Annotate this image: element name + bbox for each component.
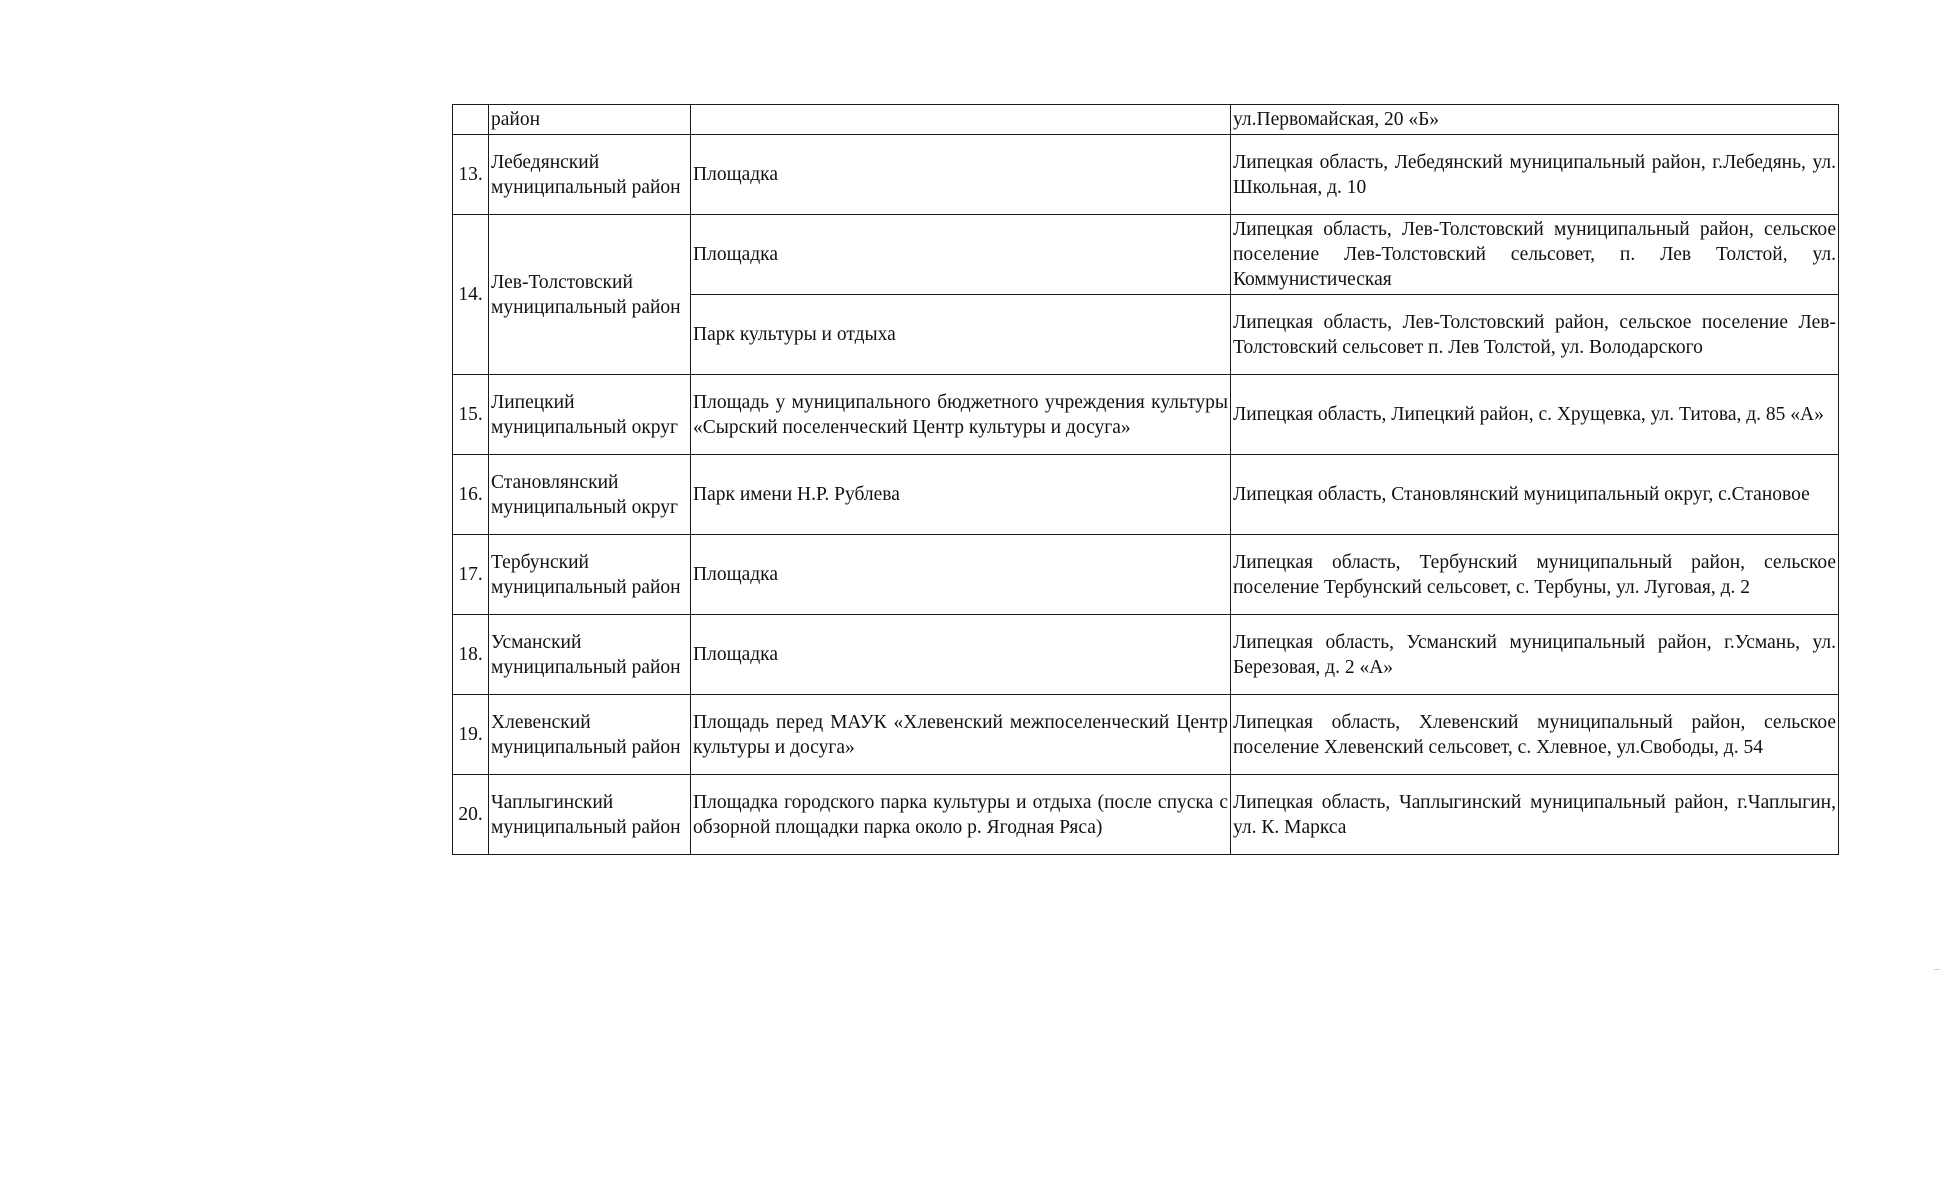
- object-cell: Площадка: [691, 215, 1231, 295]
- row-number: 18.: [453, 615, 489, 695]
- municipality-cell: Становлянский муниципальный округ: [489, 455, 691, 535]
- address-cell: Липецкая область, Липецкий район, с. Хрущевка, ул. Титова, д. 85 «А»: [1231, 375, 1839, 455]
- municipality-cell: Хлевенский муниципальный район: [489, 695, 691, 775]
- table-row: [453, 135, 1839, 215]
- row-number: 13.: [453, 135, 489, 215]
- address-cell: Липецкая область, Усманский муниципальный район, г.Усмань, ул. Березовая, д. 2 «А»: [1231, 615, 1839, 695]
- object-cell: Площадь перед МАУК «Хлевенский межпоселенческий Центр культуры и досуга»: [691, 695, 1231, 775]
- scan-speck: [1934, 969, 1940, 970]
- address-cell: Липецкая область, Лев-Толстовский муниципальный район, сельское поселение Лев-Толстовский сельсовет, п. Лев Толстой, ул. Коммунистическая: [1231, 215, 1839, 295]
- object-cell: Парк имени Н.Р. Рублева: [691, 455, 1231, 535]
- table-row: [453, 695, 1839, 775]
- address-cell: ул.Первомайская, 20 «Б»: [1231, 105, 1839, 135]
- row-number: 14.: [453, 215, 489, 375]
- table-row: [453, 535, 1839, 615]
- municipality-cell: Тербунский муниципальный район: [489, 535, 691, 615]
- municipality-cell: Лебедянский муниципальный район: [489, 135, 691, 215]
- row-number: [453, 105, 489, 135]
- object-cell: Площадка: [691, 615, 1231, 695]
- row-number: 19.: [453, 695, 489, 775]
- object-cell: [691, 105, 1231, 135]
- object-cell: Парк культуры и отдыха: [691, 295, 1231, 375]
- address-cell: Липецкая область, Становлянский муниципальный округ, с.Становое: [1231, 455, 1839, 535]
- row-number: 16.: [453, 455, 489, 535]
- row-number: 17.: [453, 535, 489, 615]
- table-row: [453, 105, 1839, 135]
- table-row: [453, 615, 1839, 695]
- venues-table: [452, 104, 1839, 855]
- address-cell: Липецкая область, Чаплыгинский муниципальный район, г.Чаплыгин, ул. К. Маркса: [1231, 775, 1839, 855]
- table-row: [453, 455, 1839, 535]
- object-cell: Площадка: [691, 135, 1231, 215]
- object-cell: Площадь у муниципального бюджетного учреждения культуры «Сырский поселенческий Центр культуры и досуга»: [691, 375, 1231, 455]
- municipality-cell: Чаплыгинский муниципальный район: [489, 775, 691, 855]
- municipality-cell: район: [489, 105, 691, 135]
- row-number: 15.: [453, 375, 489, 455]
- table-row: [453, 215, 1839, 295]
- address-cell: Липецкая область, Лев-Толстовский район, сельское поселение Лев-Толстовский сельсовет п. Лев Толстой, ул. Володарского: [1231, 295, 1839, 375]
- address-cell: Липецкая область, Хлевенский муниципальный район, сельское поселение Хлевенский сельсовет, с. Хлевное, ул.Свободы, д. 54: [1231, 695, 1839, 775]
- row-number: 20.: [453, 775, 489, 855]
- table-row: [453, 375, 1839, 455]
- object-cell: Площадка городского парка культуры и отдыха (после спуска с обзорной площадки парка около р. Ягодная Ряса): [691, 775, 1231, 855]
- municipality-cell: Липецкий муниципальный округ: [489, 375, 691, 455]
- table-row: [453, 775, 1839, 855]
- municipality-cell: Лев-Толстовский муниципальный район: [489, 215, 691, 375]
- municipality-cell: Усманский муниципальный район: [489, 615, 691, 695]
- object-cell: Площадка: [691, 535, 1231, 615]
- address-cell: Липецкая область, Лебедянский муниципальный район, г.Лебедянь, ул. Школьная, д. 10: [1231, 135, 1839, 215]
- address-cell: Липецкая область, Тербунский муниципальный район, сельское поселение Тербунский сельсовет, с. Тербуны, ул. Луговая, д. 2: [1231, 535, 1839, 615]
